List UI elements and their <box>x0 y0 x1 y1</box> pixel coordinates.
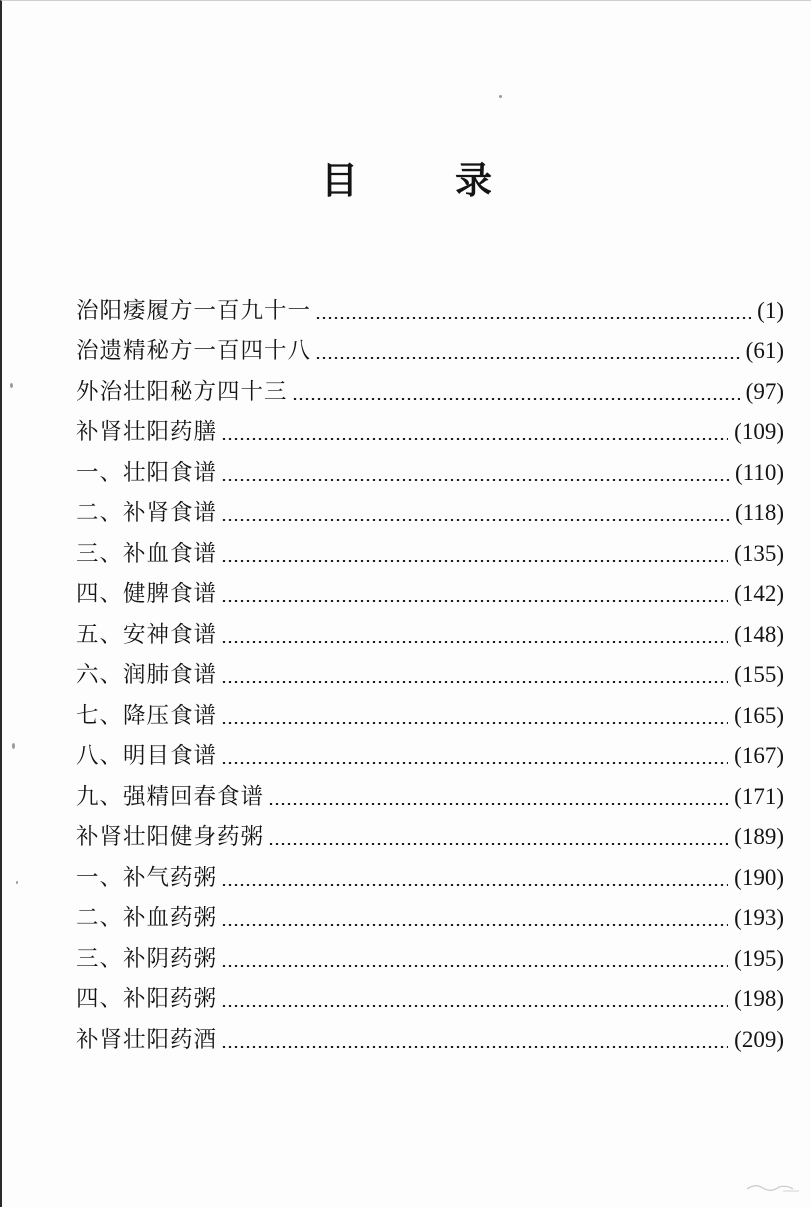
close-paren: ) <box>776 743 784 768</box>
open-paren: ( <box>734 743 742 768</box>
toc-entry-page <box>734 418 784 446</box>
toc-entry-page <box>735 459 784 487</box>
page-number: 142 <box>741 581 777 606</box>
open-paren: ( <box>734 1026 742 1052</box>
close-paren: ) <box>776 1026 784 1052</box>
open-paren: ( <box>734 945 742 971</box>
close-paren: ) <box>776 986 784 1011</box>
toc-entry-label: 补肾壮阳药膳 <box>76 419 218 445</box>
page-number: 61 <box>753 338 777 363</box>
toc-entry[interactable] <box>76 406 784 447</box>
toc-entry-page <box>734 580 784 608</box>
open-paren: ( <box>734 783 742 809</box>
dot-leader <box>221 965 728 967</box>
scan-speck <box>10 383 13 388</box>
toc-entry[interactable] <box>76 325 784 366</box>
toc-entry[interactable] <box>76 527 784 568</box>
dot-leader <box>315 357 740 359</box>
page-number: 155 <box>741 662 777 687</box>
toc-entry[interactable] <box>76 608 784 649</box>
toc-entry-page <box>746 378 784 406</box>
close-paren: ) <box>776 500 784 525</box>
toc-entry-label: 五、安神食谱 <box>76 621 218 648</box>
close-paren: ) <box>776 824 784 849</box>
page-number: 118 <box>742 500 777 525</box>
open-paren: ( <box>734 540 742 566</box>
dot-leader <box>221 560 728 562</box>
toc-entry[interactable] <box>76 446 784 487</box>
toc-entry-page <box>734 823 784 851</box>
toc-entry-label: 三、补阴药粥 <box>76 945 218 972</box>
page-number: 190 <box>741 864 777 890</box>
dot-leader <box>221 681 728 683</box>
close-paren: ) <box>776 905 784 930</box>
toc-entry-page <box>735 499 784 527</box>
close-paren: ) <box>776 783 784 809</box>
close-paren: ) <box>776 945 784 971</box>
page-number: 135 <box>741 540 777 566</box>
toc-entry-page <box>734 985 784 1013</box>
scan-speck <box>16 881 18 884</box>
close-paren: ) <box>776 459 784 485</box>
toc-entry[interactable] <box>76 487 784 528</box>
table-of-contents <box>76 284 784 1054</box>
dot-leader <box>292 398 740 400</box>
page-number: 189 <box>741 824 777 849</box>
dot-leader <box>221 1005 728 1007</box>
page-number: 165 <box>741 702 777 728</box>
open-paren: ( <box>734 419 742 444</box>
dot-leader <box>221 884 728 886</box>
toc-entry-page <box>734 540 784 568</box>
toc-entry-page <box>734 702 784 730</box>
page-title: 目 录 <box>321 159 522 202</box>
dot-leader <box>268 843 728 845</box>
toc-entry[interactable] <box>76 689 784 730</box>
open-paren: ( <box>734 702 742 728</box>
corner-scribble-mark <box>743 1179 803 1195</box>
toc-entry-label: 七、降压食谱 <box>76 702 218 729</box>
page-number: 1 <box>764 297 777 323</box>
toc-entry-page <box>734 864 784 892</box>
page-number: 195 <box>741 945 777 971</box>
toc-entry[interactable] <box>76 730 784 771</box>
dot-leader <box>221 1046 728 1048</box>
toc-entry-page <box>734 945 784 973</box>
page-number: 97 <box>753 378 777 404</box>
toc-entry[interactable] <box>76 851 784 892</box>
page-number: 171 <box>741 783 777 809</box>
scan-speck <box>12 743 15 749</box>
page-number: 109 <box>741 419 777 444</box>
toc-entry-label: 六、润肺食谱 <box>76 662 218 688</box>
close-paren: ) <box>776 581 784 606</box>
toc-entry-label: 治遗精秘方一百四十八 <box>76 338 312 364</box>
page-number: 167 <box>741 743 777 768</box>
page-number: 209 <box>741 1026 777 1052</box>
toc-entry-label: 一、补气药粥 <box>76 864 218 891</box>
open-paren: ( <box>757 297 765 323</box>
dot-leader <box>221 479 729 481</box>
open-paren: ( <box>745 338 754 363</box>
close-paren: ) <box>776 621 784 647</box>
open-paren: ( <box>734 905 742 930</box>
open-paren: ( <box>734 864 742 890</box>
close-paren: ) <box>776 297 784 323</box>
toc-entry-label: 补肾壮阳健身药粥 <box>76 824 265 850</box>
close-paren: ) <box>776 378 784 404</box>
toc-entry[interactable] <box>76 1013 784 1054</box>
open-paren: ( <box>735 500 743 525</box>
toc-entry[interactable] <box>76 932 784 973</box>
toc-entry-label: 四、补阳药粥 <box>76 986 218 1012</box>
toc-entry-label: 二、补血药粥 <box>76 905 218 931</box>
toc-entry-page <box>734 661 784 689</box>
toc-entry[interactable] <box>76 770 784 811</box>
dot-leader <box>315 317 751 319</box>
dot-leader <box>221 519 729 521</box>
dot-leader <box>221 924 728 926</box>
page-number: 198 <box>741 986 777 1011</box>
toc-entry[interactable] <box>76 973 784 1014</box>
open-paren: ( <box>735 459 743 485</box>
open-paren: ( <box>734 662 742 687</box>
toc-entry[interactable] <box>76 568 784 609</box>
toc-entry[interactable] <box>76 811 784 852</box>
toc-entry[interactable] <box>76 892 784 933</box>
close-paren: ) <box>776 864 784 890</box>
dot-leader <box>268 803 728 805</box>
toc-entry[interactable] <box>76 649 784 690</box>
open-paren: ( <box>734 986 742 1011</box>
page-number: 193 <box>741 905 777 930</box>
dot-leader <box>221 722 728 724</box>
close-paren: ) <box>776 540 784 566</box>
toc-entry-label: 八、明目食谱 <box>76 743 218 769</box>
toc-entry-label: 三、补血食谱 <box>76 540 218 567</box>
dot-leader <box>221 762 728 764</box>
toc-entry-page <box>757 297 784 325</box>
toc-entry-label: 九、强精回春食谱 <box>76 783 265 810</box>
toc-entry-label: 一、壮阳食谱 <box>76 459 218 486</box>
toc-entry-label: 四、健脾食谱 <box>76 581 218 607</box>
toc-entry-page <box>734 742 784 770</box>
close-paren: ) <box>776 702 784 728</box>
close-paren: ) <box>776 419 784 444</box>
toc-entry-page <box>734 621 784 649</box>
toc-entry[interactable] <box>76 365 784 406</box>
toc-entry[interactable] <box>76 284 784 325</box>
open-paren: ( <box>734 621 742 647</box>
toc-entry-page <box>734 904 784 932</box>
dot-leader <box>221 438 728 440</box>
scan-speck <box>499 95 502 98</box>
page-number: 148 <box>741 621 777 647</box>
page-number: 110 <box>742 459 777 485</box>
toc-entry-page <box>734 1026 784 1054</box>
close-paren: ) <box>776 338 784 363</box>
toc-entry-page <box>746 337 784 365</box>
toc-entry-label: 治阳痿履方一百九十一 <box>76 297 312 324</box>
dot-leader <box>221 600 728 602</box>
open-paren: ( <box>734 824 742 849</box>
toc-entry-label: 补肾壮阳药酒 <box>76 1026 218 1053</box>
toc-entry-label: 二、补肾食谱 <box>76 500 218 526</box>
open-paren: ( <box>734 581 742 606</box>
toc-entry-page <box>734 783 784 811</box>
toc-entry-label: 外治壮阳秘方四十三 <box>76 378 288 405</box>
close-paren: ) <box>776 662 784 687</box>
open-paren: ( <box>745 378 754 404</box>
dot-leader <box>221 641 728 643</box>
